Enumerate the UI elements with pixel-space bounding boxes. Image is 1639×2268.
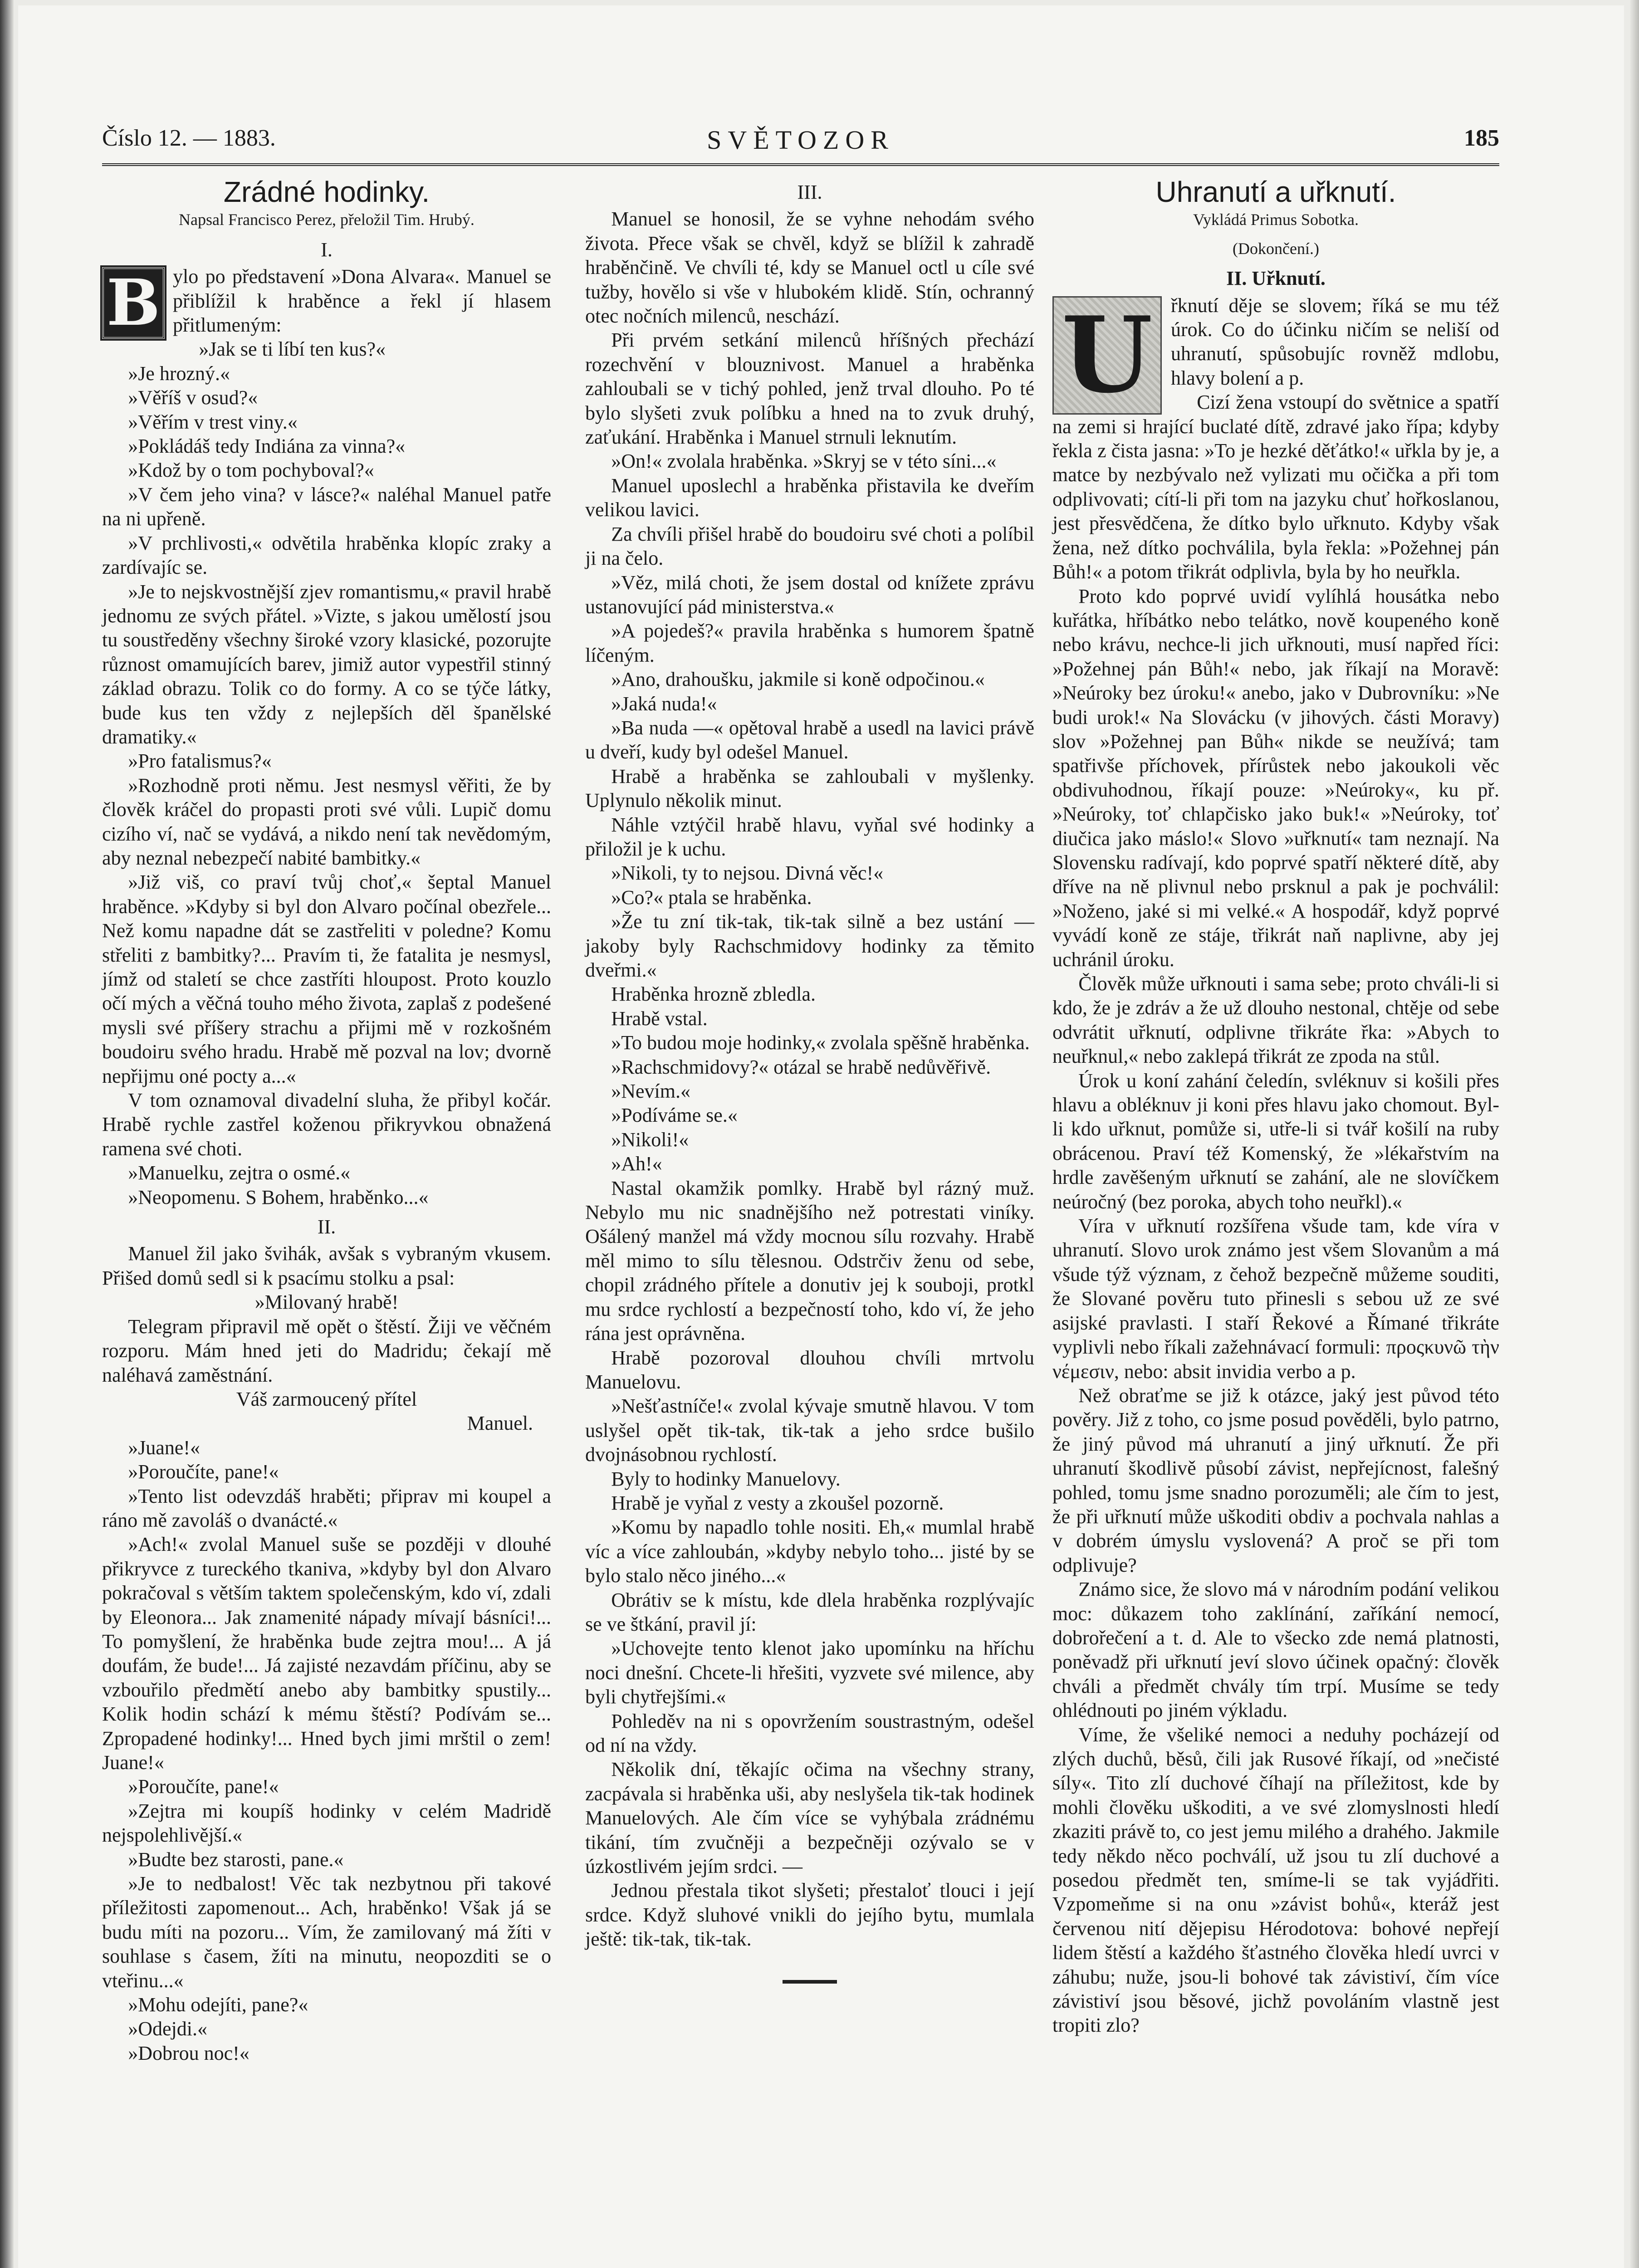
paragraph: Hrabě a hraběnka se zahloubali v myšlenky. Uplynulo několik minut. bbox=[585, 765, 1034, 812]
paragraph: »Pokládáš tedy Indiána za vinna?« bbox=[128, 435, 406, 458]
paragraph: »Juane!« bbox=[128, 1436, 201, 1459]
paragraph: »On!« zvolala hraběnka. »Skryj se v této síni...« bbox=[611, 450, 997, 473]
paragraph: »To budou moje hodinky,« zvolala spěšně hraběnka. bbox=[611, 1031, 1030, 1054]
article-byline: Napsal Francisco Perez, přeložil Tim. Hrubý. bbox=[179, 210, 475, 229]
paragraph: Manuel uposlechl a hraběnka přistavila ke dveřím velikou lavici. bbox=[585, 474, 1034, 521]
paragraph: »Manuelku, zejtra o osmé.« bbox=[128, 1162, 351, 1184]
paragraph: Nastal okamžik pomlky. Hrabě byl rázný muž. Nebylo mu nic snadnějšího než potrestati viníky. Ošálený manžel má vždy mocnou sílu rozvahy. Hrabě měl mimo to sílu tělesnou. Odstrčiv ženu od sebe, chopil zrádného přítele a donutiv jej k souboji, protkl mu srdce rychlostí a bezpečností toho, kdo ví, že jeho rána jest oprávněna. bbox=[585, 1177, 1034, 1345]
column-2 bbox=[585, 175, 1034, 1989]
paragraph: U řknutí děje se slovem; říká se mu též úrok. Co do účinku ničím se neliší od uhranutí, spůsobujíc rovněž mdlobu, hlavy bolení a p. bbox=[1052, 293, 1499, 391]
paragraph: V tom oznamoval divadelní sluha, že přibyl kočár. Hrabě rychle zastřel koženou přikryvkou obnažená ramena své choti. bbox=[102, 1089, 551, 1160]
letter-closing: Váš zarmoucený přítel bbox=[236, 1388, 417, 1410]
paragraph: Víra v uřknutí rozšířena všude tam, kde víra v uhranutí. Slovo urok známo jest všem Slovanům a má všude týž význam, z čehož bezpečně můžeme souditi, že Slované pověru tuto přinesli s sebou už ze své asijské pravlasti. I staří Řekové a Římané třikráte vyplivli nebo říkali zažehnávací formuli: προςκυνῶ τὴν νέμεσιν, nebo: absit invidia verbo a p. bbox=[1052, 1215, 1499, 1383]
column-1 bbox=[102, 175, 551, 2065]
paragraph: »Jaká nuda!« bbox=[611, 692, 717, 715]
paragraph: Manuel se honosil, že se vyhne nehodám svého života. Přece však se chvěl, když se blížil k zahradě hraběnčině. Ve chvíli té, kdy se Manuel octl u cíle své tužby, hovělo si vše v hlubokém klidě. Stín, ochranný otec nočních milenců, neschází. bbox=[585, 208, 1034, 327]
paragraph: »Ah!« bbox=[611, 1153, 662, 1175]
paragraph: Manuel žil jako švihák, avšak s vybraným vkusem. Přišed domů sedl si k psacímu stolku a psal: bbox=[102, 1242, 551, 1289]
paragraph: »Je to nejskvostnější zjev romantismu,« pravil hrabě jednomu ze svých přátel. »Vizte, s jakou umělostí jsou tu soustředěny všechny široké vzory klasické, pozorujte různost omamujících barev, jimiž autor vypestřil stinný základ obrazu. Tolik co do formy. A co se týče látky, bude kus ten vždy z nejlepších děl španělské dramatiky.« bbox=[102, 580, 551, 748]
paragraph: »Podíváme se.« bbox=[611, 1104, 738, 1127]
paragraph: »Že tu zní tik-tak, tik-tak silně a bez ustání — jakoby byly Rachschmidovy hodinky za těmito dveřmi.« bbox=[585, 910, 1034, 981]
paragraph: »Co?« ptala se hraběnka. bbox=[611, 886, 812, 909]
paragraph: Víme, že všeliké nemoci a neduhy pocházejí od zlých duchů, běsů, čili jak Rusové říkají, od »nečisté síly«. Tito zlí duchové číhají na příležitost, kde by mohli člověku uškoditi, a ve své zlomyslnosti hledí zkaziti právě to, co jest jemu milého a drahého. Jakmile tedy někdo něco pochválí, už jsou tu zlí duchové a posedou předmět ten, smíme-li se tak vyjádřiti. Vzpomeňme si na onu »závist bohů«, kteráž jest červenou nití dějepisu Hérodotova: bohové nepřejí lidem štěstí a každého šťastného člověka hledí uvrci v záhubu; nuže, jsou-li bohové tak závistiví, čím více závistiví jsou běsové, jichž povoláním vlastně jest tropiti zlo? bbox=[1052, 1723, 1499, 2037]
paragraph: »Poroučíte, pane!« bbox=[128, 1461, 279, 1483]
paragraph: Hrabě vstal. bbox=[611, 1007, 708, 1030]
paragraph: Náhle vztýčil hrabě hlavu, vyňal své hodinky a přiložil je k uchu. bbox=[585, 813, 1034, 860]
paragraph: Známo sice, že slovo má v národním podání velikou moc: důkazem toho zaklínání, zaříkání nemocí, dobrořečení a t. d. Ale to všecko zde nemá platnosti, poněvadž při uřknutí jeví slovo účinek opačný: člověk chváli a předmět chvály tím trpí. Musíme se tedy ohlédnouti po jiném výkladu. bbox=[1052, 1578, 1499, 1722]
paragraph: »Mohu odejíti, pane?« bbox=[128, 1994, 308, 2016]
page-right-edge bbox=[1630, 0, 1639, 2268]
paragraph: Hrabě je vyňal z vesty a zkoušel pozorně. bbox=[611, 1491, 944, 1514]
paragraph: »Věz, milá choti, že jsem dostal od knížete zprávu ustanovující pád ministerstva.« bbox=[585, 571, 1034, 618]
letter-salutation: »Milovaný hrabě! bbox=[254, 1291, 399, 1314]
paragraph: »Nikoli!« bbox=[611, 1128, 689, 1151]
paragraph: »Nešťastníče!« zvolal kývaje smutně hlavou. V tom uslyšel opět tik-tak, tik-tak a jeho srdce bušilo dvojnásobnou rychlostí. bbox=[585, 1395, 1034, 1466]
page-header bbox=[102, 125, 1499, 161]
drop-cap-initial: B bbox=[102, 267, 165, 339]
paragraph: »Uchovejte tento klenot jako upomínku na hříchu noci dnešní. Chcete-li hřešiti, vyzvete své milence, aby byli chytřejšími.« bbox=[585, 1637, 1034, 1708]
book-binding-edge bbox=[0, 0, 14, 2268]
section-number: I. bbox=[321, 238, 333, 261]
paragraph: »Neopomenu. S Bohem, hraběnko...« bbox=[128, 1186, 429, 1208]
paragraph: »Nevím.« bbox=[611, 1080, 690, 1103]
article-title-zradne-hodinky: Zrádné hodinky. bbox=[223, 176, 430, 208]
paragraph: »Rozhodně proti němu. Jest nesmysl věřiti, že by člověk kráčel do propasti proti své vůli. Lupič domu cizího ví, nač se vydává, a nikdo není tak nevědomým, aby neznal nebezpečí nabité bambitky.« bbox=[102, 774, 551, 869]
paragraph: »Věřím v trest viny.« bbox=[128, 411, 298, 433]
paragraph: Několik dní, těkajíc očima na všechny strany, zacpávala si hraběnka uši, aby neslyšela tik-tak hodinek Manuelových. Ale čím více se vyhýbala zrádnému tikání, tím zvučněji a bezpečněji ozývalo se v úzkostlivém jejím srdci. — bbox=[585, 1758, 1034, 1878]
paragraph: »Ach!« zvolal Manuel suše se později v dlouhé přikryvce z tureckého tkaniva, »kdyby byl don Alvaro pokračoval s větším taktem společenským, kdo ví, zdali by Eleonora... Jak znamenité nápady mívají básníci!... To pomyšlení, že hraběnka bude zejtra mou!... A já doufám, že bude!... Já zajisté nezavdám příčinu, aby se vzbouřilo předmětí anebo aby bambitky spustily... Kolik hodin schází k mému štěstí? Podívám se... Zpropadené hodinky!... Hned bych jimi mrštil o zem! Juane!« bbox=[102, 1533, 551, 1774]
page-number: 185 bbox=[1464, 125, 1499, 151]
section-heading: II. Uřknutí. bbox=[1226, 267, 1326, 290]
column-3 bbox=[1052, 175, 1499, 2038]
ornamental-drop-cap: U bbox=[1052, 296, 1162, 415]
paragraph: »A pojedeš?« pravila hraběnka s humorem špatně líčeným. bbox=[585, 620, 1034, 666]
paragraph: »Komu by napadlo tohle nositi. Eh,« mumlal hrabě víc a více zahloubán, »kdyby nebylo toho... jisté by se bylo stalo něco jiného...« bbox=[585, 1516, 1034, 1587]
paragraph: »Odejdi.« bbox=[128, 2018, 207, 2040]
paragraph: »Rachschmidovy?« otázal se hrabě nedůvěřivě. bbox=[611, 1056, 991, 1078]
section-number: III. bbox=[797, 181, 822, 203]
paragraph: Jednou přestala tikot slyšeti; přestaloť tlouci i její srdce. Když sluhové vnikli do jejího bytu, mumlala ještě: tik-tak, tik-tak. bbox=[585, 1879, 1034, 1950]
paragraph: »Nikoli, ty to nejsou. Divná věc!« bbox=[611, 862, 884, 885]
paragraph: »Je hrozný.« bbox=[128, 362, 230, 385]
paragraph: »Jak se ti líbí ten kus?« bbox=[199, 338, 386, 361]
paragraph: »Dobrou noc!« bbox=[128, 2042, 250, 2064]
paragraph: Byly to hodinky Manuelovy. bbox=[611, 1467, 841, 1490]
paragraph: »Ba nuda —« opětoval hrabě a usedl na lavici právě u dveří, kudy byl odešel Manuel. bbox=[585, 716, 1034, 763]
paragraph: »Poroučíte, pane!« bbox=[128, 1775, 279, 1798]
paragraph: »Je to nedbalost! Věc tak nezbytnou při takové příležitosti zapomenout... Ach, hraběnko! Však já se budu míti na pozoru... Vím, že zamilovaný má žíti v souhlase s časem, žíti na minutu, neopozditi se o vteřinu...« bbox=[102, 1872, 551, 1992]
paragraph: Za chvíli přišel hrabě do boudoiru své choti a políbil ji na čelo. bbox=[585, 523, 1034, 570]
paragraph: »V čem jeho vina? v lásce?« naléhal Manuel patře na ni upřeně. bbox=[102, 483, 551, 530]
paragraph: »Zejtra mi koupíš hodinky v celém Madridě nejspolehlivější.« bbox=[102, 1799, 551, 1847]
paragraph: Proto kdo poprvé uvidí vylíhlá housátka nebo kuřátka, hříbátko nebo telátko, nově koupeného koně nebo krávu, nechce-li jich uřknouti, musí napřed říci: »Požehnej pán Bůh!« nebo, jak říkají na Moravě: »Neúroky bez úroku!« anebo, jako v Dubrovníku: »Ne budi urok!« Na Slovácku (v jihových. části Moravy) slov »Požehnej pan Bůh« nikde se neužívá; tam spatřivše příchovek, přírůstek nebo jakoukoli věc obdivuhodnou, říkají pouze: »Neúroky«, ku př. »Neúroky, toť chlapčisko jako buk!« »Neúroky, toť diučica jako máslo!« Slovo »uřknutí« tam neznají. Na Slovensku radívají, kdo poprvé spatří některé dítě, aby dříve na ně plivnul nebo prsknul a pak je pochválil: »Noženo, jaké si mi velké.« A hospodář, když poprvé vyvádí koně ze stáje, třikrát naň naplivne, aby jej uchránil úroku. bbox=[1052, 585, 1499, 971]
end-of-story-mark bbox=[585, 1965, 1034, 1989]
paragraph: »Tento list odevzdáš hraběti; připrav mi koupel a ráno mě zavoláš o dvanácté.« bbox=[102, 1485, 551, 1531]
paragraph: »Ano, drahoušku, jakmile si koně odpočinou.« bbox=[611, 668, 985, 691]
paragraph: »Kdož by o tom pochyboval?« bbox=[128, 459, 374, 482]
issue-number: Číslo 12. — 1883. bbox=[102, 125, 276, 151]
paragraph: Hraběnka hrozně zbledla. bbox=[611, 983, 816, 1006]
article-title-uhranuti: Uhranutí a uřknutí. bbox=[1155, 176, 1396, 208]
paragraph: »Budte bez starosti, pane.« bbox=[128, 1848, 344, 1871]
paragraph: Než obraťme se již k otázce, jaký jest původ této pověry. Již z toho, co jsme posud pověděli, bylo patrno, že jiný původ má uhranutí a jiný uřknutí. Že při uhranutí škodlivě působí závist, nepřejícnost, falešný pohled, tomu jsme snadno porozuměli; ale čím to jest, že při uřknutí může uškoditi obdiv a pochvala nahlas a v dobrém úmyslu vyslovená? A proč se při tom odplivuje? bbox=[1052, 1384, 1499, 1576]
paragraph: »Již viš, co praví tvůj choť,« šeptal Manuel hraběnce. »Kdyby si byl don Alvaro počínal obezřele... Než komu napadne dát se zastřeliti v poledne? Komu střeliti z bambitky?... Pravím ti, že fatalita je nesmysl, jímž od staletí se chce zastříti hloupost. Proto kouzlo očí mých a věčná touho mého života, zaplaš z podešené mysli své příšery strachu a přijmi mě v rozkošném boudoiru svého hradu. Hrabě mě pozval na lov; dvorně nepřijmu oné pocty a...« bbox=[102, 871, 551, 1087]
paragraph: Hrabě pozoroval dlouhou chvíli mrtvolu Manuelovu. bbox=[585, 1346, 1034, 1393]
letter-signature: Manuel. bbox=[467, 1412, 533, 1435]
paragraph: Člověk může uřknouti i sama sebe; proto chváli-li si kdo, že je zdráv a že už dlouho nestonal, chtěje od sebe odvrátit uřknutí, odplivne třikráte řka: »Abych to neuřknul,« nebo zaklepá třikrát ze zpoda na stůl. bbox=[1052, 973, 1499, 1068]
letter-body: Telegram připravil mě opět o štěstí. Žiji ve věčném rozporu. Mám hned jeti do Madridu; čekají mě naléhavá zaměstnání. bbox=[102, 1315, 551, 1386]
paragraph: Úrok u koní zahání čeledín, svléknuv si košili přes hlavu a obléknuv ji koni přes hlavu jako chomout. Byl-li kdo uřknut, pomůže si, utře-li si tvář košilí na ruby obrácenou. Praví též Komenský, že »lékařstvím na hrdle zavěšeným uřknutí se zahání, ale ne slovíčkem neúročný (bez poroka, abych toho neuřkl).« bbox=[1052, 1069, 1499, 1213]
paragraph: B ylo po představení »Dona Alvara«. Manuel se přiblížil k hraběnce a řekl jí hlasem přitlumeným: bbox=[102, 264, 551, 337]
paragraph: Při prvém setkání milenců hříšných přechází rozechvění v blouznivost. Manuel a hraběnka zahloubali se v tichý pohled, jenž trval dlouho. Po té bylo slyšeti zvuk políbku a hned na to zvuk druhý, zaťukání. Hraběnka i Manuel strnuli leknutím. bbox=[585, 329, 1034, 449]
paragraph: »Pro fatalismus?« bbox=[128, 750, 272, 772]
paragraph: Pohleděv na ni s opovržením soustrastným, odešel od ní na vždy. bbox=[585, 1710, 1034, 1756]
article-byline: Vykládá Primus Sobotka. bbox=[1193, 210, 1359, 229]
paragraph: Obrátiv se k místu, kde dlela hraběnka rozplývajíc se ve štkání, pravil jí: bbox=[585, 1589, 1034, 1635]
header-rule bbox=[102, 163, 1499, 166]
paragraph: »V prchlivosti,« odvětila hraběnka klopíc zraky a zardívajíc se. bbox=[102, 532, 551, 579]
paragraph: »Věříš v osud?« bbox=[128, 386, 258, 409]
section-number: II. bbox=[317, 1216, 336, 1238]
masthead-title: SVĚTOZOR bbox=[707, 125, 895, 155]
continuation-note: (Dokončení.) bbox=[1233, 239, 1319, 258]
paragraph: Cizí žena vstoupí do světnice a spatří na zemi si hrající buclaté dítě, zdravé jako řípa; kdyby řekla z čista jasna: »To je hezké děťátko!« uřkla by je, a matce by nezbývalo než vylizati mu očička a při tom odplivovati; cítí-li při tom na jazyku chuť hořkoslanou, jest přesvědčena, že dítko bylo uřknuto. Kdyby však žena, než dítko pochválila, byla řekla: »Požehnej pán Bůh!« a potom třikrát odplivla, byla by ho neuřkla. bbox=[1052, 391, 1499, 583]
